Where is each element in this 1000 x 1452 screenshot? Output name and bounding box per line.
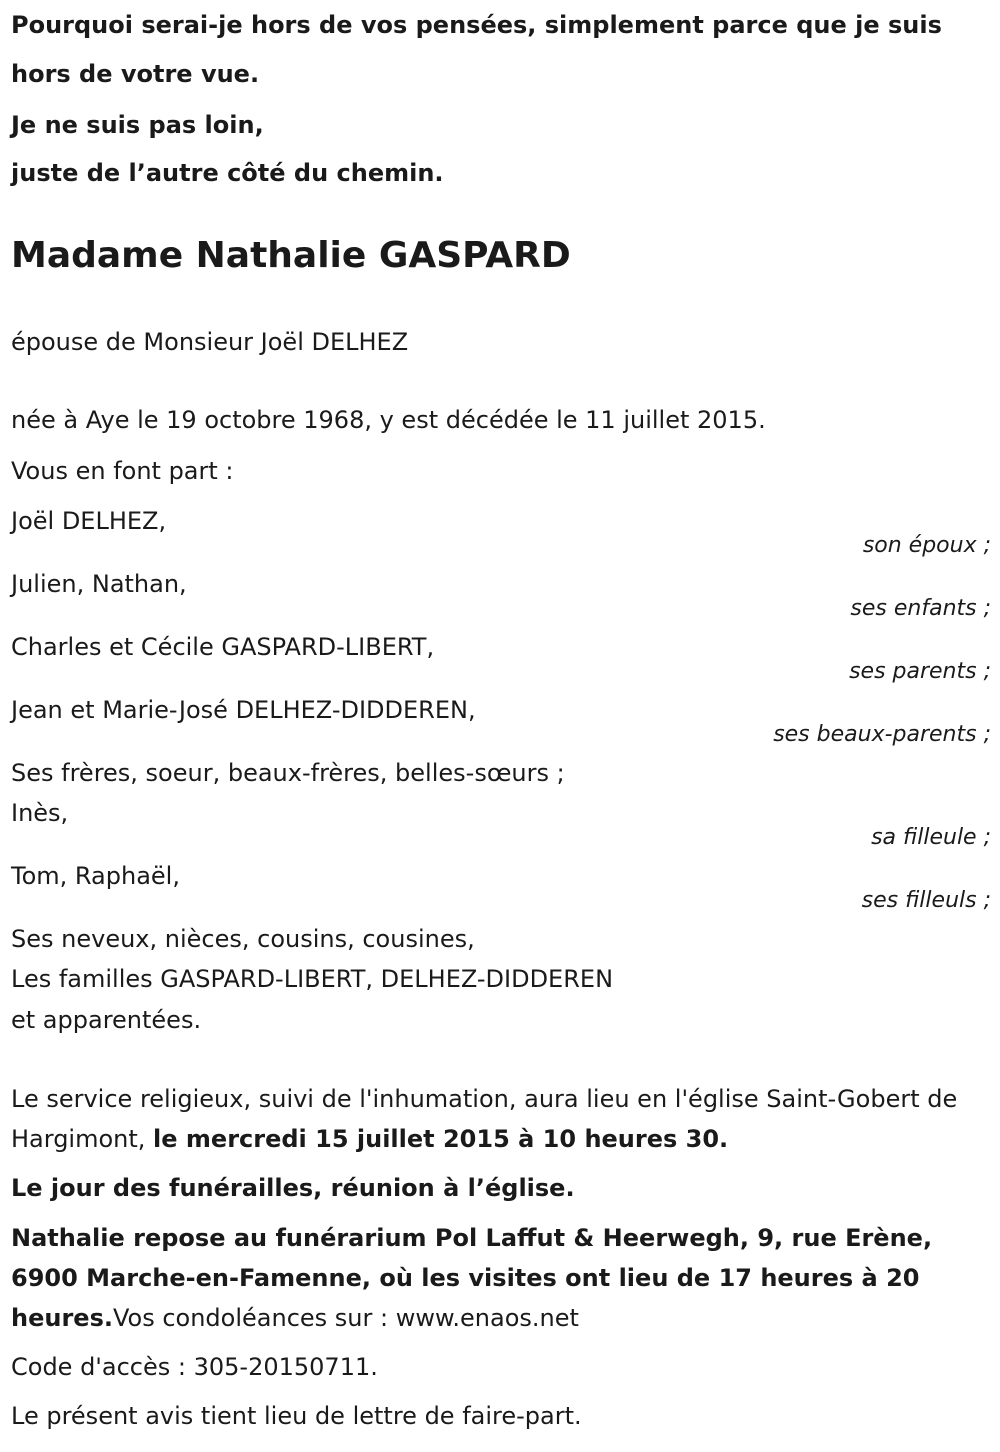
- funerarium-text: Nathalie repose au funérarium Pol Laffut & Heerwegh, 9, rue Erène, 6900 Marche-en-Famenne, où les visites ont lieu de 17 heures à 20 heures.: [11, 1224, 933, 1332]
- service-text: Le service religieux, suivi de l'inhumation, aura lieu en l'église Saint-Gobert de Hargimont,: [11, 1085, 958, 1153]
- access-code-line: Code d'accès : 305-20150711.: [11, 1353, 378, 1381]
- family-name-2: Charles et Cécile GASPARD-LIBERT,: [11, 633, 435, 661]
- relatives-line-1: Ses neveux, nièces, cousins, cousines,: [11, 925, 475, 953]
- family-name-0: Joël DELHEZ,: [11, 507, 167, 535]
- poem-line-1: Pourquoi serai-je hors de vos pensées, simplement parce que je suis: [11, 11, 942, 39]
- poem-line-3: Je ne suis pas loin,: [11, 111, 264, 139]
- reunion-line: Le jour des funérailles, réunion à l’église.: [11, 1174, 575, 1202]
- godchild-name-0: Inès,: [11, 799, 69, 827]
- godchild-name-1: Tom, Raphaël,: [11, 862, 180, 890]
- siblings-line: Ses frères, soeur, beaux-frères, belles-sœurs ;: [11, 759, 565, 787]
- condolences-text: Vos condoléances sur : www.enaos.net: [112, 1304, 579, 1332]
- intro-line: Vous en font part :: [11, 457, 234, 485]
- relatives-line-2: Les familles GASPARD-LIBERT, DELHEZ-DIDDEREN: [11, 965, 614, 993]
- spouse-line: épouse de Monsieur Joël DELHEZ: [11, 328, 409, 356]
- family-role-0: son époux ;: [862, 533, 991, 558]
- family-role-1: ses enfants ;: [850, 596, 991, 621]
- birth-death-line: née à Aye le 19 octobre 1968, y est décédée le 11 juillet 2015.: [11, 406, 766, 434]
- relatives-line-3: et apparentées.: [11, 1006, 202, 1034]
- funerarium-paragraph: [11, 1218, 971, 1338]
- deceased-name: Madame Nathalie GASPARD: [11, 235, 571, 276]
- godchild-role-0: sa filleule ;: [871, 825, 991, 850]
- service-date: le mercredi 15 juillet 2015 à 10 heures 30.: [153, 1125, 729, 1153]
- family-role-3: ses beaux-parents ;: [773, 722, 991, 747]
- family-name-1: Julien, Nathan,: [11, 570, 187, 598]
- poem-line-2: hors de votre vue.: [11, 60, 260, 88]
- godchild-role-1: ses filleuls ;: [861, 888, 991, 913]
- service-paragraph: [11, 1079, 971, 1159]
- family-name-3: Jean et Marie-José DELHEZ-DIDDEREN,: [11, 696, 476, 724]
- family-role-2: ses parents ;: [849, 659, 991, 684]
- poem-line-4: juste de l’autre côté du chemin.: [11, 159, 444, 187]
- notice-line: Le présent avis tient lieu de lettre de faire-part.: [11, 1402, 582, 1430]
